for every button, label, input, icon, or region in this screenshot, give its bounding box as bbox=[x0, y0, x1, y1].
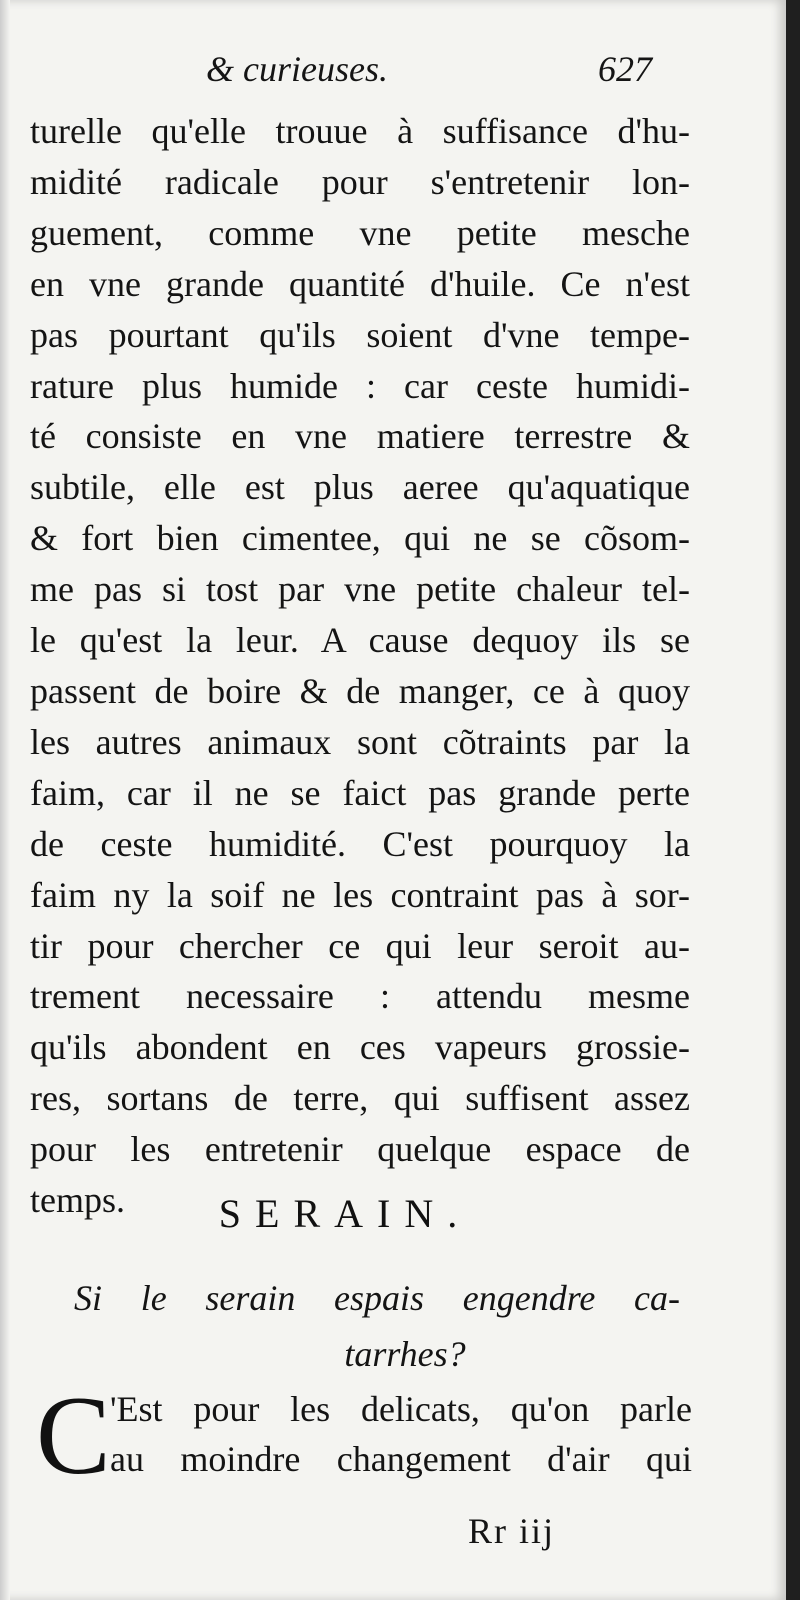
text-line: midité radicale pour s'entretenir lon- bbox=[30, 161, 690, 202]
text-line: & fort bien cimentee, qui ne se cõsom- bbox=[30, 518, 690, 559]
page-gutter bbox=[0, 0, 10, 1600]
page-number: 627 bbox=[598, 49, 652, 89]
text-line: pour les entretenir quelque espace de bbox=[30, 1129, 690, 1170]
text-line: pas pourtant qu'ils soient d'vne tempe- bbox=[30, 314, 690, 355]
text-line: les autres animaux sont cõtraints par la bbox=[30, 721, 690, 762]
text-line: qu'ils abondent en ces vapeurs grossie- bbox=[30, 1027, 690, 1068]
text-line: guement, comme vne petite mesche bbox=[30, 212, 690, 253]
body-paragraph bbox=[30, 106, 690, 1226]
text-line: res, sortans de terre, qui suffisent assez bbox=[30, 1078, 690, 1119]
page-header bbox=[0, 48, 786, 108]
text-line: subtile, elle est plus aeree qu'aquatique bbox=[30, 467, 690, 508]
text-line: passent de boire & de manger, ce à quoy bbox=[30, 670, 690, 711]
question-line: tarrhes? bbox=[344, 1334, 466, 1374]
opening-paragraph bbox=[110, 1384, 692, 1484]
question-line: Si le serain espais engendre ca- bbox=[74, 1278, 680, 1318]
text-line: faim ny la soif ne les contraint pas à sor- bbox=[30, 874, 690, 915]
section-heading: SERAIN. bbox=[218, 1191, 472, 1236]
question-heading bbox=[40, 1270, 680, 1382]
drop-cap: C bbox=[36, 1374, 111, 1498]
text-line: me pas si tost par vne petite chaleur tel- bbox=[30, 569, 690, 610]
text-line: en vne grande quantité d'huile. Ce n'est bbox=[30, 263, 690, 304]
text-line: turelle qu'elle trouue à suffisance d'hu- bbox=[30, 111, 690, 151]
text-line: rature plus humide : car ceste humidi- bbox=[30, 365, 690, 406]
text-line: temps. bbox=[30, 1180, 125, 1221]
text-line: té consiste en vne matiere terrestre & bbox=[30, 416, 690, 457]
book-edge bbox=[786, 0, 800, 1600]
text-line: de ceste humidité. C'est pourquoy la bbox=[30, 823, 690, 864]
text-line: au moindre changement d'air qui bbox=[110, 1439, 692, 1479]
signature-mark: Rr iij bbox=[468, 1511, 556, 1551]
running-head: & curieuses. bbox=[206, 49, 388, 89]
text-line: 'Est pour les delicats, qu'on parle bbox=[110, 1389, 692, 1429]
text-line: faim, car il ne se faict pas grande perte bbox=[30, 772, 690, 813]
text-line: tir pour chercher ce qui leur seroit au- bbox=[30, 925, 690, 966]
text-line: trement necessaire : attendu mesme bbox=[30, 976, 690, 1017]
text-line: le qu'est la leur. A cause dequoy ils se bbox=[30, 620, 690, 661]
